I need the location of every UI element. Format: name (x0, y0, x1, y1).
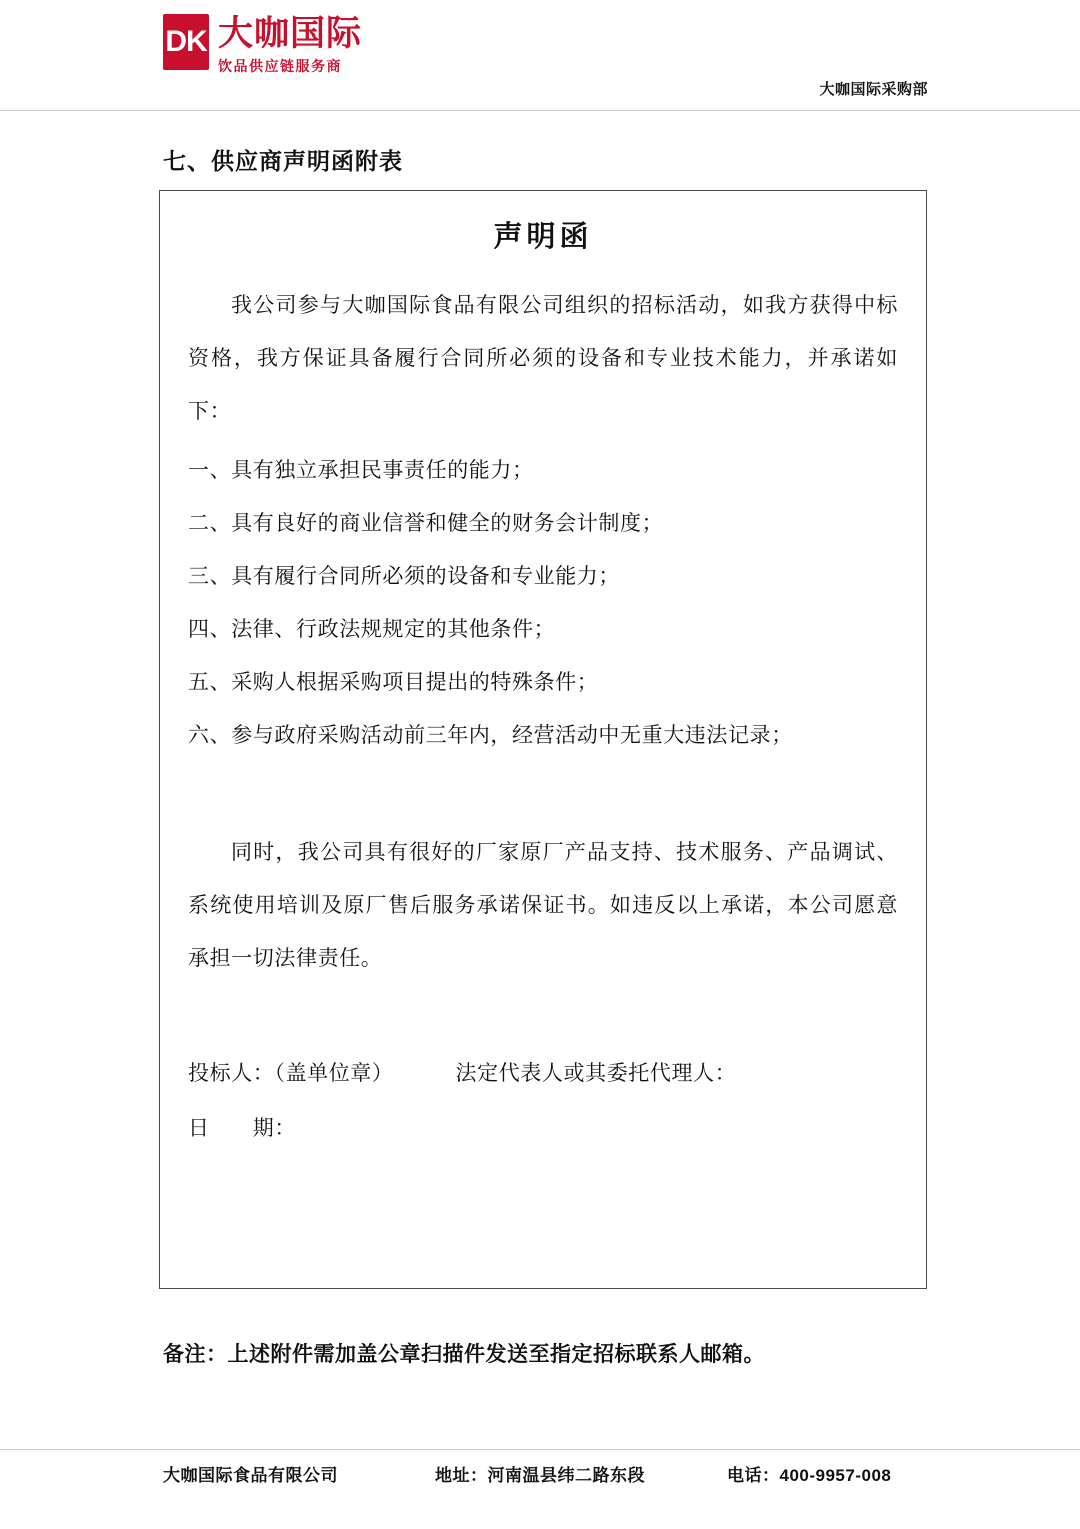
logo-title: 大咖国际 (218, 14, 363, 53)
footer-address: 地址：河南温县纬二路东段 (435, 1466, 645, 1485)
note-text: 备注：上述附件需加盖公章扫描件发送至指定招标联系人邮箱。 (163, 1342, 765, 1366)
date-label: 日 期： (188, 1116, 296, 1140)
header-department-label: 大咖国际采购部 (819, 81, 928, 98)
logo-subtitle: 饮品供应链服务商 (218, 58, 342, 74)
logo-mark-icon: DK (163, 14, 209, 70)
list-item: 二、具有良好的商业信誉和健全的财务会计制度； (188, 511, 664, 535)
list-item: 四、法律、行政法规规定的其他条件； (188, 617, 556, 641)
declaration-box (159, 190, 927, 1289)
signature-row (188, 1047, 898, 1100)
representative-label: 法定代表人或其委托代理人： (455, 1061, 737, 1085)
bidder-label: 投标人：（盖单位章） (188, 1061, 394, 1085)
list-item: 三、具有履行合同所必须的设备和专业能力； (188, 564, 620, 588)
list-item: 一、具有独立承担民事责任的能力； (188, 458, 534, 482)
logo-text-block (218, 14, 362, 76)
declaration-paragraph-1: 我公司参与大咖国际食品有限公司组织的招标活动，如我方获得中标资格，我方保证具备履行合同所必须的设备和专业技术能力，并承诺如下： (188, 293, 898, 423)
list-item: 五、采购人根据采购项目提出的特殊条件； (188, 670, 599, 694)
footer-company: 大咖国际食品有限公司 (163, 1466, 338, 1485)
declaration-body (160, 255, 926, 1155)
declaration-item-list (188, 444, 898, 762)
declaration-title: 声明函 (493, 221, 593, 253)
brand-logo (163, 14, 362, 76)
section-heading: 七、供应商声明函附表 (163, 149, 403, 174)
page-header (0, 0, 1080, 112)
header-divider (0, 110, 1080, 111)
footer-divider (0, 1449, 1080, 1450)
page-footer (163, 1461, 923, 1486)
footer-phone: 电话：400-9957-008 (727, 1466, 892, 1485)
list-item: 六、参与政府采购活动前三年内，经营活动中无重大违法记录； (188, 723, 793, 747)
declaration-paragraph-2: 同时，我公司具有很好的厂家原厂产品支持、技术服务、产品调试、系统使用培训及原厂售后服务承诺保证书。如违反以上承诺，本公司愿意承担一切法律责任。 (188, 840, 898, 970)
